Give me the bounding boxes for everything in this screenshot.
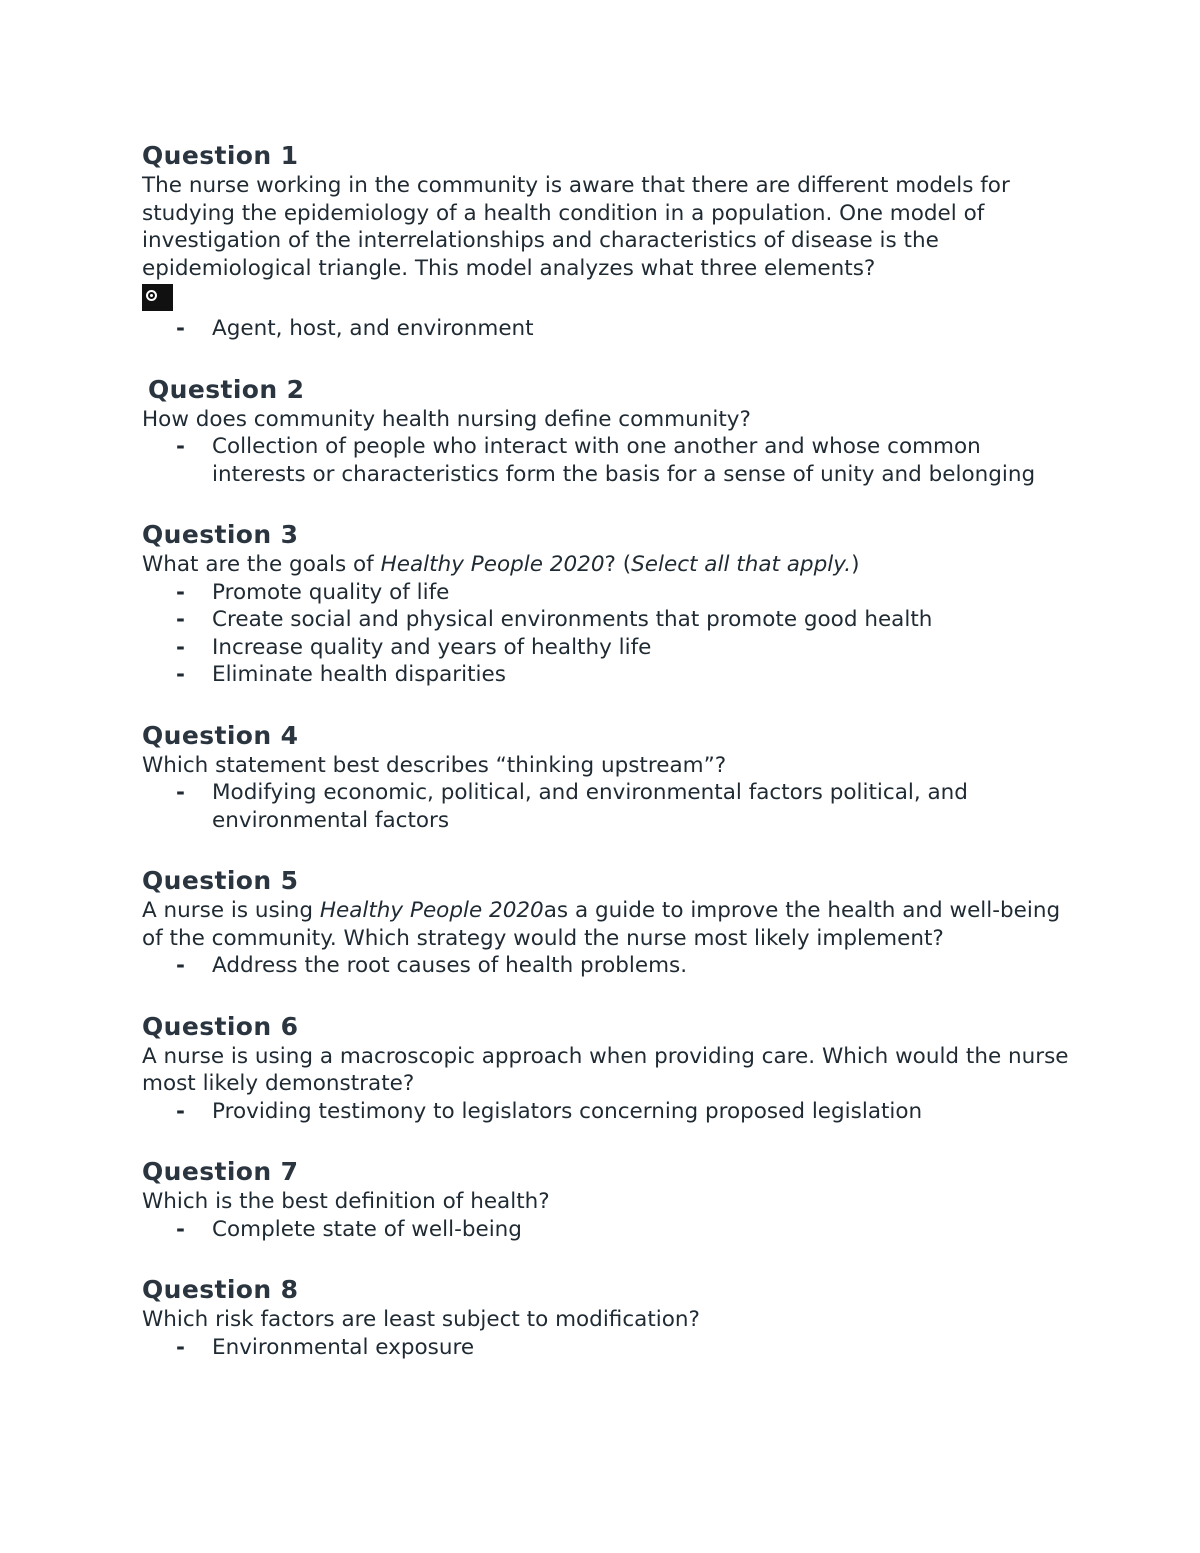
question-text-italic: Healthy People 2020 <box>319 898 544 923</box>
question-1 <box>142 140 1072 343</box>
question-text-part: What are the goals of <box>142 552 381 577</box>
answer-text: Address the root causes of health problems. <box>212 953 688 978</box>
question-6 <box>142 1011 1072 1126</box>
answer-list <box>142 1216 1072 1244</box>
question-3 <box>142 519 1072 689</box>
answer-text: Eliminate health disparities <box>212 662 506 687</box>
question-text <box>142 551 1072 579</box>
bullet-dash: - <box>176 953 185 978</box>
answer-text: Modifying economic, political, and environmental factors political, and environmental factors <box>212 780 968 833</box>
question-text-part: ) <box>851 552 860 577</box>
question-text-italic: Select all that apply. <box>631 552 852 577</box>
answer-list <box>142 779 1072 834</box>
question-title: Question 5 <box>142 866 299 895</box>
question-text: Which statement best describes “thinking upstream”? <box>142 752 727 778</box>
answer-item <box>142 779 1072 834</box>
bullet-dash: - <box>176 1216 185 1242</box>
question-title: Question 6 <box>142 1011 299 1041</box>
answer-text: Providing testimony to legislators concerning proposed legislation <box>212 1098 923 1124</box>
bullet-dash: - <box>176 1098 185 1124</box>
question-text: A nurse is using a macroscopic approach when providing care. Which would the nurse most likely demonstrate? <box>142 1043 1069 1096</box>
answer-item <box>142 606 1072 634</box>
question-5 <box>142 865 1072 980</box>
answer-item <box>142 1098 1072 1126</box>
bullet-dash: - <box>176 434 185 459</box>
answer-list <box>142 433 1072 488</box>
bullet-dash: - <box>176 662 185 687</box>
answer-list <box>142 1334 1072 1362</box>
answer-list <box>142 952 1072 980</box>
radio-ring <box>146 290 157 301</box>
answer-text: Promote quality of life <box>212 579 450 605</box>
question-4 <box>142 720 1072 835</box>
answer-item <box>142 579 1072 607</box>
question-title: Question 2 <box>148 374 305 404</box>
bullet-dash: - <box>176 579 185 605</box>
answer-item <box>142 315 1072 343</box>
document-page <box>142 140 1072 1361</box>
question-title: Question 8 <box>142 1275 299 1304</box>
question-text: How does community health nursing define community? <box>142 406 751 432</box>
answer-text: Collection of people who interact with one another and whose common interests or characteristics form the basis for a sense of unity and belonging <box>212 434 1036 487</box>
question-title: Question 3 <box>142 520 299 549</box>
answer-text: Increase quality and years of healthy life <box>212 634 652 660</box>
question-2 <box>142 374 1072 489</box>
question-8 <box>142 1274 1072 1361</box>
question-title: Question 4 <box>142 720 299 750</box>
bullet-dash: - <box>176 607 185 632</box>
answer-item <box>142 661 1072 689</box>
answer-text: Create social and physical environments that promote good health <box>212 607 933 632</box>
answer-list <box>142 579 1072 689</box>
answer-text: Environmental exposure <box>212 1334 475 1360</box>
answer-item <box>142 634 1072 662</box>
question-text: Which risk factors are least subject to modification? <box>142 1307 700 1332</box>
bullet-dash: - <box>176 634 185 660</box>
answer-list <box>142 315 1072 343</box>
question-text: The nurse working in the community is aware that there are different models for studying the epidemiology of a health condition in a population. One model of investigation of the interrelationships and characteristics of disease is the epidemiological triangle. This model analyzes what three elements? <box>142 173 1010 281</box>
answer-item <box>142 952 1072 980</box>
question-7 <box>142 1156 1072 1243</box>
answer-item <box>142 1334 1072 1362</box>
question-text: Which is the best definition of health? <box>142 1189 550 1214</box>
answer-text: Complete state of well-being <box>212 1216 522 1242</box>
bullet-dash: - <box>176 780 185 805</box>
question-text-italic: Healthy People 2020 <box>380 552 605 577</box>
question-text-part: A nurse is using <box>142 898 320 923</box>
answer-text: Agent, host, and environment <box>212 316 534 341</box>
question-text-part: ? ( <box>604 552 632 577</box>
answer-item <box>142 1216 1072 1244</box>
question-text <box>142 897 1072 952</box>
question-title: Question 1 <box>142 141 299 170</box>
answer-list <box>142 1098 1072 1126</box>
radio-button-icon[interactable] <box>142 284 173 311</box>
bullet-dash: - <box>176 316 185 341</box>
answer-item <box>142 433 1072 488</box>
question-title: Question 7 <box>142 1157 299 1186</box>
bullet-dash: - <box>176 1334 185 1360</box>
question-text-part: as a guide to improve the health and well-being of the community. Which strategy would the nurse most likely implement? <box>142 898 1061 951</box>
